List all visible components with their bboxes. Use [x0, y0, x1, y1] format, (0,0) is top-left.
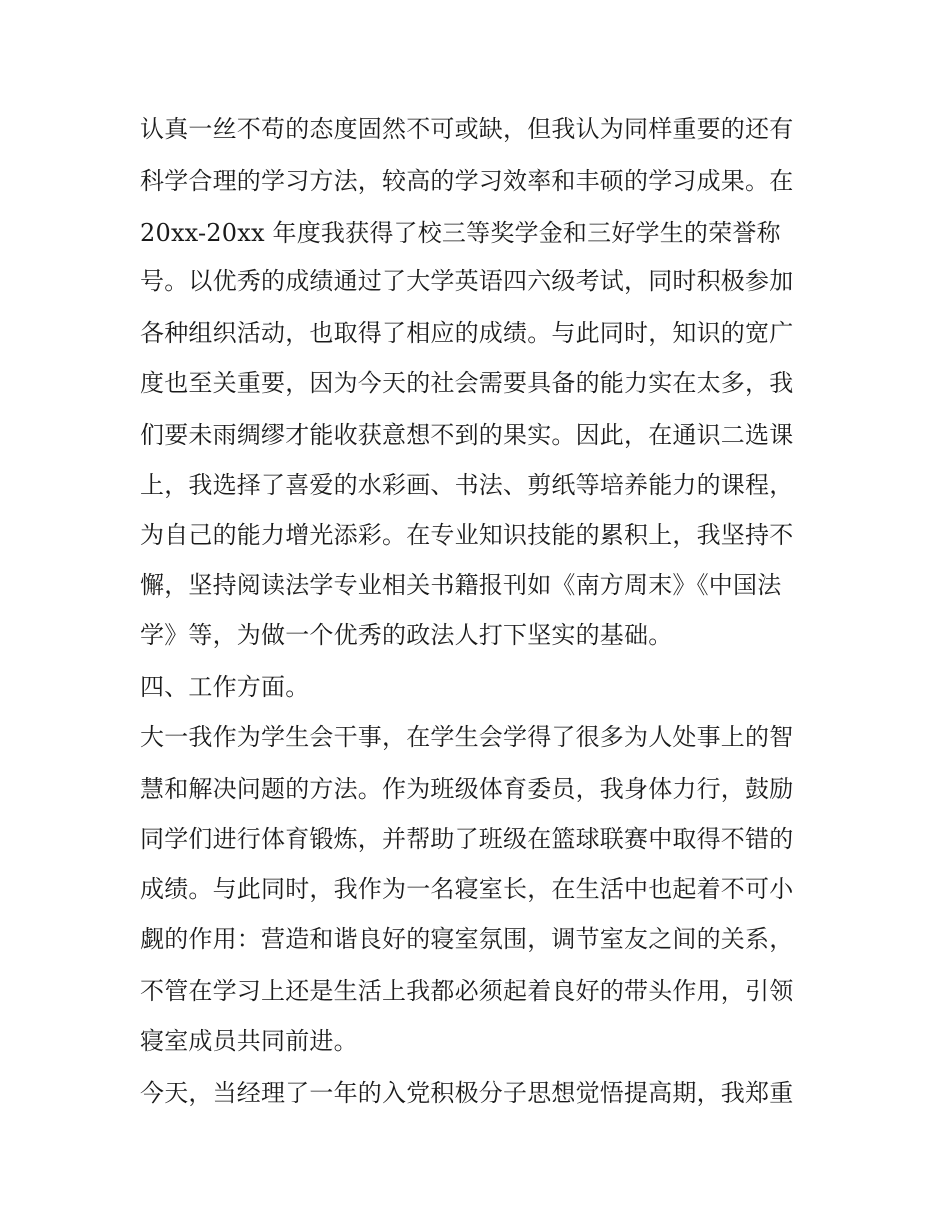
text-line: 度也至关重要，因为今天的社会需要具备的能力实在太多，我: [140, 369, 794, 397]
text-line: 今天，当经理了一年的入党积极分子思想觉悟提高期，我郑重: [140, 1079, 794, 1107]
text-line: 大一我作为学生会干事，在学生会学得了很多为人处事上的智: [140, 723, 794, 751]
text-line: 20xx-20xx 年度我获得了校三等奖学金和三好学生的荣誉称: [140, 219, 781, 247]
text-line: 寝室成员共同前进。: [140, 1027, 358, 1055]
text-line: 们要未雨绸缪才能收获意想不到的果实。因此，在通识二选课: [140, 421, 794, 449]
text-line: 为自己的能力增光添彩。在专业知识技能的累积上，我坚持不: [140, 521, 794, 549]
text-line: 不管在学习上还是生活上我都必须起着良好的带头作用，引领: [140, 977, 794, 1005]
section-heading: 四、工作方面。: [140, 673, 310, 701]
text-line: 懈，坚持阅读法学专业相关书籍报刊如《南方周末》《中国法: [140, 571, 782, 599]
text-line: 各种组织活动，也取得了相应的成绩。与此同时，知识的宽广: [140, 319, 794, 347]
text-line: 成绩。与此同时，我作为一名寝室长，在生活中也起着不可小: [140, 875, 794, 903]
text-line: 慧和解决问题的方法。作为班级体育委员，我身体力行，鼓励: [140, 775, 794, 803]
text-line: 觑的作用：营造和谐良好的寝室氛围，调节室友之间的关系，: [140, 925, 794, 953]
text-line: 科学合理的学习方法，较高的学习效率和丰硕的学习成果。在: [140, 167, 794, 195]
text-line: 学》等，为做一个优秀的政法人打下坚实的基础。: [140, 621, 673, 649]
text-line: 认真一丝不苟的态度固然不可或缺，但我认为同样重要的还有: [140, 115, 794, 143]
text-line: 上，我选择了喜爱的水彩画、书法、剪纸等培养能力的课程，: [140, 471, 794, 499]
text-line: 同学们进行体育锻炼，并帮助了班级在篮球联赛中取得不错的: [140, 825, 794, 853]
text-line: 号。以优秀的成绩通过了大学英语四六级考试，同时积极参加: [140, 267, 794, 295]
